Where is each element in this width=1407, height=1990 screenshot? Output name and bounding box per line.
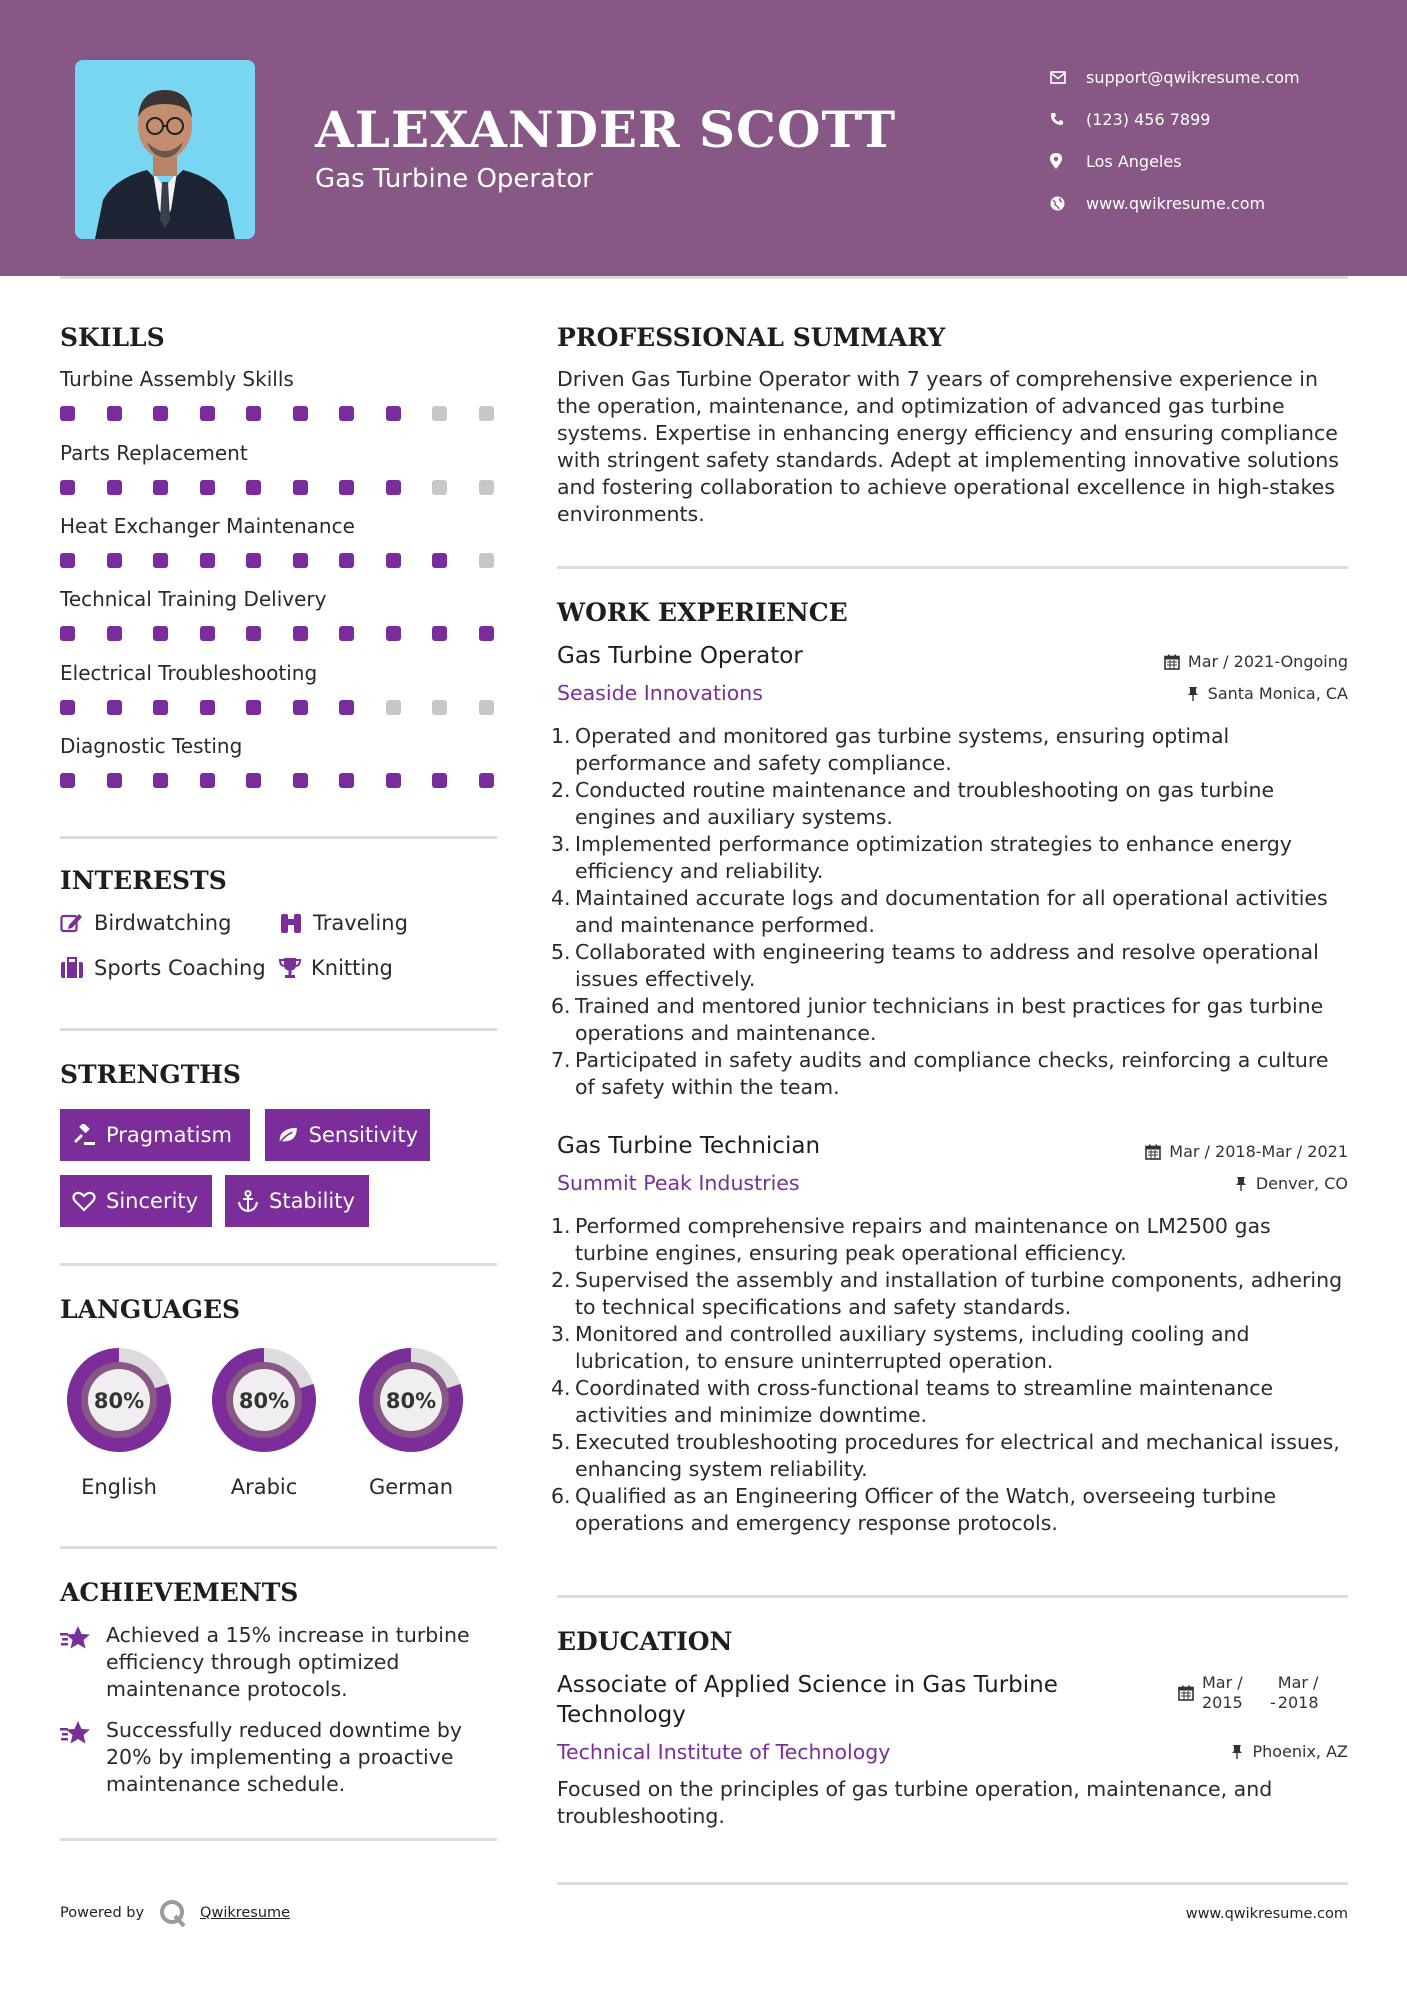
job-bullet: 5. Collaborated with engineering teams to address and resolve operational issues effectively. (551, 940, 1319, 991)
skill-dot-filled (339, 773, 354, 788)
company-name: Seaside Innovations (557, 681, 763, 705)
pencil-square-icon (60, 912, 84, 934)
language-name: English (81, 1475, 157, 1499)
education-location (1230, 1742, 1348, 1761)
skill-dot-filled (153, 553, 168, 568)
skill-dot-filled (246, 700, 261, 715)
skill-dot-filled (479, 626, 494, 641)
skill-dot-filled (60, 480, 75, 495)
skill-dot-filled (479, 773, 494, 788)
skill-dot-filled (60, 773, 75, 788)
strength-tag (60, 1109, 250, 1161)
contact-website-text: www.qwikresume.com (1086, 193, 1266, 213)
pushpin-icon (1234, 1176, 1248, 1192)
skill-dot-filled (153, 480, 168, 495)
section-divider (557, 1595, 1348, 1598)
section-divider (60, 1263, 497, 1266)
candidate-title: Gas Turbine Operator (315, 164, 593, 194)
skill-dot-empty (479, 406, 494, 421)
skill-dot-filled (246, 406, 261, 421)
trophy-icon (279, 957, 301, 979)
skill-name: Diagnostic Testing (60, 734, 243, 758)
skill-dot-filled (432, 773, 447, 788)
skill-dot-empty (432, 406, 447, 421)
skill-rating (60, 700, 525, 715)
qwikresume-logo-icon (158, 1898, 188, 1928)
leaf-icon (277, 1124, 299, 1146)
skill-dot-filled (339, 626, 354, 641)
strength-label: Sensitivity (308, 1123, 418, 1147)
contact-location-text: Los Angeles (1086, 151, 1182, 171)
skill-dot-filled (200, 626, 215, 641)
interests-heading: INTERESTS (60, 866, 227, 895)
skill-dot-empty (479, 553, 494, 568)
language-item (59, 1340, 179, 1464)
skill-dot-filled (293, 773, 308, 788)
education-description: Focused on the principles of gas turbine operation, maintenance, and troubleshooting. (557, 1777, 1273, 1828)
skill-dot-filled (246, 626, 261, 641)
skill-dot-filled (107, 480, 122, 495)
education-location-text: Phoenix, AZ (1252, 1742, 1348, 1761)
skill-dot-filled (107, 406, 122, 421)
skill-dot-empty (479, 480, 494, 495)
education-heading: EDUCATION (557, 1627, 733, 1656)
skill-dot-filled (60, 553, 75, 568)
skill-dot-filled (60, 700, 75, 715)
contact-email-text: support@qwikresume.com (1086, 67, 1300, 87)
map-pin-icon (1050, 153, 1086, 169)
skill-dot-filled (246, 480, 261, 495)
skill-dot-filled (60, 406, 75, 421)
skill-dot-filled (339, 700, 354, 715)
calendar-icon (1164, 654, 1180, 670)
skill-dot-empty (432, 700, 447, 715)
job-bullets (551, 723, 1347, 1101)
strength-label: Stability (269, 1189, 355, 1213)
skill-dot-filled (293, 626, 308, 641)
briefcase-icon (60, 957, 84, 979)
skill-dot-filled (339, 406, 354, 421)
skill-dot-filled (386, 626, 401, 641)
candidate-name: ALEXANDER SCOTT (315, 100, 897, 159)
profile-photo (75, 60, 255, 239)
anchor-icon (237, 1190, 259, 1212)
skill-dot-filled (107, 553, 122, 568)
skill-dot-filled (386, 773, 401, 788)
job-bullet: 3. Implemented performance optimization strategies to enhance energy efficiency and reliability. (551, 832, 1292, 883)
language-percent: 80% (385, 1389, 437, 1413)
contact-list (1050, 56, 1300, 224)
language-name: German (368, 1475, 454, 1499)
job-bullet: 1. Performed comprehensive repairs and maintenance on LM2500 gas turbine engines, ensuring peak operational efficiency. (551, 1214, 1271, 1265)
section-divider (557, 1882, 1348, 1885)
education-end: Mar / 2018 (1277, 1673, 1319, 1712)
job-bullet: 2. Supervised the assembly and installation of turbine components, adhering to technical specifications and safety standards. (551, 1268, 1343, 1319)
language-percent: 80% (93, 1389, 145, 1413)
job-bullet: 4. Maintained accurate logs and documentation for all operational activities and maintenance performed. (551, 886, 1328, 937)
strength-label: Pragmatism (106, 1123, 232, 1147)
skill-dot-filled (432, 626, 447, 641)
experience-heading: WORK EXPERIENCE (557, 598, 848, 627)
skill-dot-filled (107, 626, 122, 641)
skill-rating (60, 553, 525, 568)
section-divider (60, 836, 497, 839)
skill-dot-filled (153, 406, 168, 421)
calendar-icon (1178, 1685, 1194, 1701)
interest-label: Birdwatching (94, 911, 232, 935)
skill-dot-filled (339, 553, 354, 568)
job-location (1234, 1174, 1348, 1193)
job-dates (1145, 1142, 1348, 1161)
skill-dot-filled (432, 553, 447, 568)
skill-dot-filled (339, 480, 354, 495)
pushpin-icon (1186, 686, 1200, 702)
powered-by-text: Powered by (60, 1905, 145, 1921)
skill-dot-empty (386, 700, 401, 715)
skill-name: Technical Training Delivery (60, 587, 327, 611)
interest-item (60, 911, 231, 935)
job-dates-text: Mar / 2021-Ongoing (1187, 652, 1348, 671)
brand-link[interactable]: Qwikresume (200, 1905, 291, 1921)
contact-email[interactable] (1050, 56, 1300, 98)
skill-dot-filled (200, 480, 215, 495)
section-divider (557, 566, 1348, 569)
interest-item (279, 911, 408, 935)
skill-dot-filled (293, 553, 308, 568)
job-dates (1164, 652, 1348, 671)
job-bullet: 6. Qualified as an Engineering Officer of the Watch, overseeing turbine operations and emergency response protocols. (551, 1484, 1277, 1535)
skill-dot-filled (386, 480, 401, 495)
skill-dot-filled (246, 773, 261, 788)
header-divider (60, 276, 1348, 279)
skill-dot-filled (386, 406, 401, 421)
skill-dot-filled (293, 480, 308, 495)
skill-dot-filled (246, 553, 261, 568)
skill-dot-filled (200, 773, 215, 788)
interest-label: Sports Coaching (94, 956, 266, 980)
skill-name: Turbine Assembly Skills (60, 367, 294, 391)
skill-rating (60, 626, 525, 641)
heart-icon (72, 1190, 96, 1212)
language-item (204, 1340, 324, 1464)
school-name: Technical Institute of Technology (557, 1740, 891, 1764)
skill-dot-empty (432, 480, 447, 495)
interest-item (279, 956, 393, 980)
achievement-text: Successfully reduced downtime by 20% by implementing a proactive maintenance schedule. (106, 1718, 463, 1796)
job-dates-text: Mar / 2018-Mar / 2021 (1169, 1142, 1348, 1161)
gavel-icon (72, 1124, 96, 1146)
skill-dot-filled (200, 406, 215, 421)
skill-dot-filled (200, 553, 215, 568)
section-divider (60, 1838, 497, 1841)
contact-website[interactable] (1050, 182, 1300, 224)
language-progress-ring (351, 1340, 471, 1460)
section-divider (60, 1028, 497, 1031)
job-title: Gas Turbine Technician (557, 1133, 821, 1159)
header-banner (0, 0, 1407, 276)
skill-dot-filled (293, 406, 308, 421)
skill-dot-filled (153, 773, 168, 788)
achievement-item (60, 1622, 500, 1703)
footer-url[interactable]: www.qwikresume.com (1185, 1906, 1348, 1922)
section-divider (60, 1546, 497, 1549)
job-bullet: 2. Conducted routine maintenance and troubleshooting on gas turbine engines and auxiliary systems. (551, 778, 1275, 829)
star-icon (60, 1719, 92, 1747)
achievement-text: Achieved a 15% increase in turbine efficiency through optimized maintenance protocols. (106, 1623, 470, 1701)
envelope-icon (1050, 71, 1086, 84)
calendar-icon (1145, 1144, 1161, 1160)
strength-tag (225, 1175, 369, 1227)
job-location-text: Santa Monica, CA (1207, 684, 1348, 703)
strength-tag (265, 1109, 430, 1161)
skill-rating (60, 480, 525, 495)
company-name: Summit Peak Industries (557, 1171, 800, 1195)
job-bullet: 4. Coordinated with cross-functional teams to streamline maintenance activities and minimize downtime. (551, 1376, 1274, 1427)
skill-dot-empty (479, 700, 494, 715)
binoculars-icon (279, 912, 303, 934)
skill-rating (60, 406, 525, 421)
achievement-item (60, 1717, 500, 1798)
contact-phone-text: (123) 456 7899 (1086, 109, 1211, 129)
education-dates: Mar / 2015 - Mar / 2018 (1178, 1673, 1319, 1713)
pushpin-icon (1230, 1744, 1244, 1760)
interest-label: Knitting (311, 956, 393, 980)
interest-item (60, 956, 266, 980)
skills-heading: SKILLS (60, 323, 165, 352)
job-bullets (551, 1213, 1347, 1537)
language-progress-ring (204, 1340, 324, 1460)
strength-label: Sincerity (106, 1189, 199, 1213)
skill-dot-filled (200, 700, 215, 715)
job-bullet: 6. Trained and mentored junior technicians in best practices for gas turbine operations and maintenance. (551, 994, 1324, 1045)
skill-dot-filled (107, 700, 122, 715)
strengths-heading: STRENGTHS (60, 1060, 241, 1089)
language-progress-ring (59, 1340, 179, 1460)
skill-dot-filled (107, 773, 122, 788)
job-bullet: 1. Operated and monitored gas turbine systems, ensuring optimal performance and safety compliance. (551, 724, 1230, 775)
summary-text: Driven Gas Turbine Operator with 7 years of comprehensive experience in the operation, maintenance, and optimization of advanced gas turbine systems. Expertise in enhancing energy efficiency and ensuring compliance with stringent safety standards. Adept at implementing innovative solutions and fostering collaboration to achieve operational excellence in high-stakes environments. (557, 367, 1339, 526)
skill-name: Heat Exchanger Maintenance (60, 514, 355, 538)
skill-dot-filled (60, 626, 75, 641)
summary-heading: PROFESSIONAL SUMMARY (557, 323, 946, 352)
education-start: Mar / 2015 (1202, 1673, 1243, 1712)
strength-tag (60, 1175, 212, 1227)
phone-icon (1050, 112, 1086, 126)
skill-dot-filled (153, 700, 168, 715)
interest-label: Traveling (313, 911, 408, 935)
globe-icon (1050, 196, 1086, 211)
contact-location (1050, 140, 1300, 182)
skill-dot-filled (293, 700, 308, 715)
job-bullet: 3. Monitored and controlled auxiliary systems, including cooling and lubrication, to ensure uninterrupted operation. (551, 1322, 1250, 1373)
star-icon (60, 1624, 92, 1652)
job-title: Gas Turbine Operator (557, 643, 803, 669)
language-percent: 80% (238, 1389, 290, 1413)
achievements-heading: ACHIEVEMENTS (60, 1578, 299, 1607)
skill-dot-filled (386, 553, 401, 568)
language-name: Arabic (230, 1475, 298, 1499)
job-bullet: 5. Executed troubleshooting procedures for electrical and mechanical issues, enhancing system reliability. (551, 1430, 1340, 1481)
degree-title: Associate of Applied Science in Gas Turbine Technology (557, 1672, 1058, 1728)
footer-branding (60, 1898, 290, 1928)
job-location (1186, 684, 1348, 703)
job-bullet: 7. Participated in safety audits and compliance checks, reinforcing a culture of safety within the team. (551, 1048, 1329, 1099)
job-location-text: Denver, CO (1255, 1174, 1348, 1193)
contact-phone[interactable] (1050, 98, 1300, 140)
skill-dot-filled (153, 626, 168, 641)
skill-rating (60, 773, 525, 788)
language-item (351, 1340, 471, 1464)
skill-name: Electrical Troubleshooting (60, 661, 318, 685)
skill-name: Parts Replacement (60, 441, 248, 465)
languages-heading: LANGUAGES (60, 1295, 241, 1324)
